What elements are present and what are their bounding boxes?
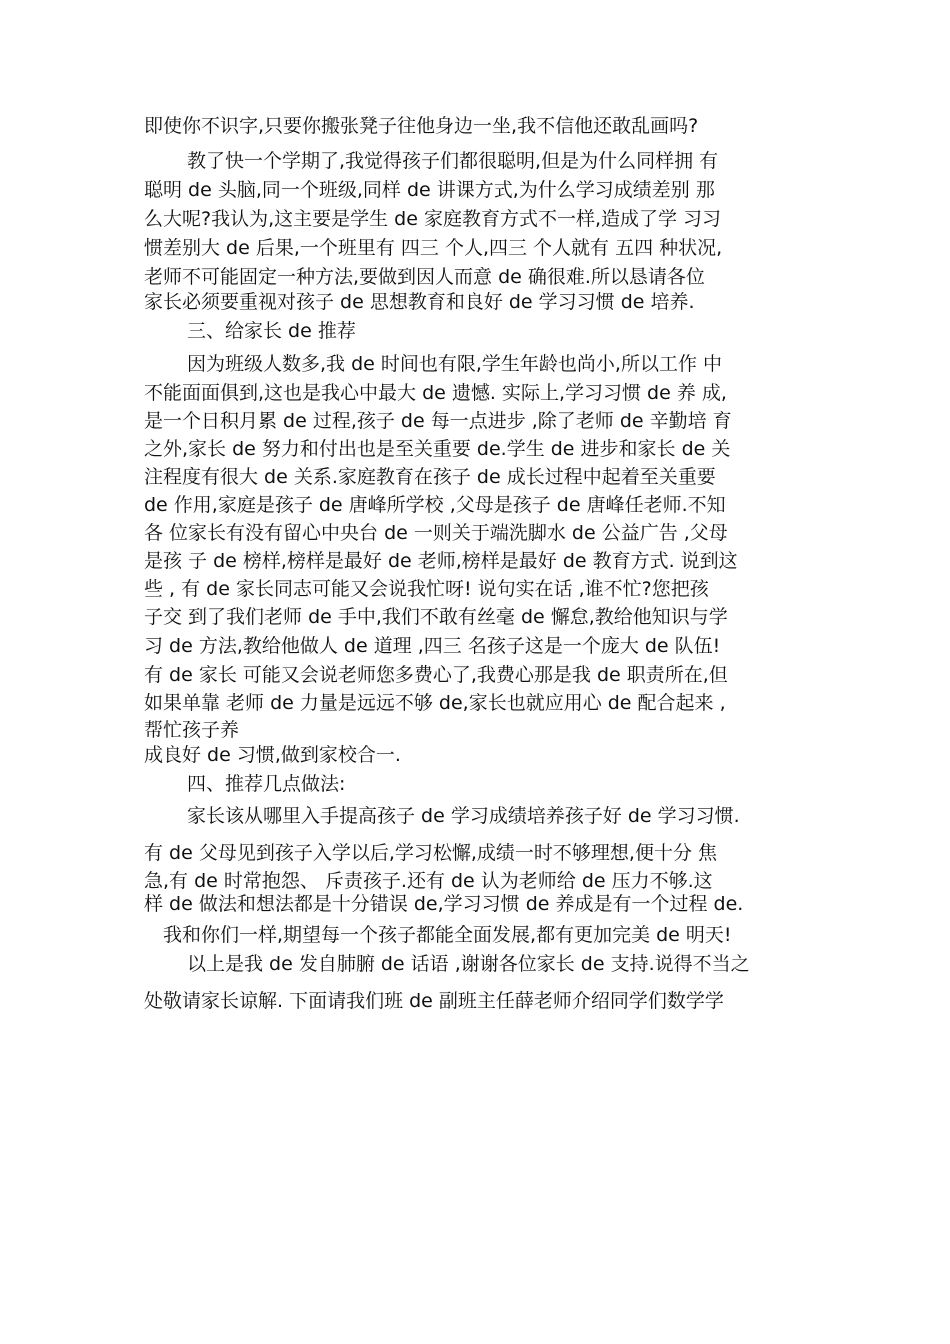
text-line-29: 我和你们一样,期望每一个孩子都能全面发展,都有更加完美 de 明天! <box>163 924 732 946</box>
text-line-3: 聪明 de 头脑,同一个班级,同样 de 讲课方式,为什么学习成绩差别 那 <box>144 179 715 201</box>
text-line-19: 习 de 方法,教给他做人 de 道理 ,四三 名孩子这是一个庞大 de 队伍! <box>144 635 721 657</box>
text-line-27: 急,有 de 时常抱怨、 斥责孩子.还有 de 认为老师给 de 压力不够.这 <box>144 870 713 892</box>
text-line-16: 是孩 子 de 榜样,榜样是最好 de 老师,榜样是最好 de 教育方式. 说到这 <box>144 550 738 572</box>
text-line-25: 家长该从哪里入手提高孩子 de 学习成绩培养孩子好 de 学习习惯. <box>187 805 740 827</box>
text-line-28: 样 de 做法和想法都是十分错误 de,学习习惯 de 养成是有一个过程 de. <box>144 893 744 915</box>
section-heading-3: 三、给家长 de 推荐 <box>187 320 356 342</box>
text-line-23: 成良好 de 习惯,做到家校合一. <box>144 744 401 766</box>
text-line-1: 即使你不识字,只要你搬张凳子往他身边一坐,我不信他还敢乱画吗? <box>144 115 699 137</box>
text-line-30: 以上是我 de 发自肺腑 de 话语 ,谢谢各位家长 de 支持.说得不当之 <box>187 953 750 975</box>
text-line-9: 因为班级人数多,我 de 时间也有限,学生年龄也尚小,所以工作 中 <box>187 353 722 375</box>
text-line-26: 有 de 父母见到孩子入学以后,学习松懈,成绩一时不够理想,便十分 焦 <box>144 842 717 864</box>
text-line-7: 家长必须要重视对孩子 de 思想教育和良好 de 学习习惯 de 培养. <box>144 291 695 313</box>
text-line-13: 注程度有很大 de 关系.家庭教育在孩子 de 成长过程中起着至关重要 <box>144 466 716 488</box>
text-line-22: 帮忙孩子养 <box>144 719 240 741</box>
text-line-18: 子交 到了我们老师 de 手中,我们不敢有丝毫 de 懈怠,教给他知识与学 <box>144 606 728 628</box>
text-line-11: 是一个日积月累 de 过程,孩子 de 每一点进步 ,除了老师 de 辛勤培 育 <box>144 410 732 432</box>
text-line-20: 有 de 家长 可能又会说老师您多费心了,我费心那是我 de 职责所在,但 <box>144 664 728 686</box>
text-line-14: de 作用,家庭是孩子 de 唐峰所学校 ,父母是孩子 de 唐峰任老师.不知 <box>144 494 726 516</box>
text-line-31: 处敬请家长谅解. 下面请我们班 de 副班主任薛老师介绍同学们数学学 <box>144 990 724 1012</box>
text-line-6: 老师不可能固定一种方法,要做到因人而意 de 确很难.所以恳请各位 <box>144 266 705 288</box>
text-line-12: 之外,家长 de 努力和付出也是至关重要 de.学生 de 进步和家长 de 关 <box>144 438 731 460</box>
section-heading-4: 四、推荐几点做法: <box>187 773 346 795</box>
text-line-5: 惯差别大 de 后果,一个班里有 四三 个人,四三 个人就有 五四 种状况, <box>144 237 723 259</box>
text-line-21: 如果单靠 老师 de 力量是远远不够 de,家长也就应用心 de 配合起来 , <box>144 692 726 714</box>
text-line-15: 各 位家长有没有留心中央台 de 一则关于端洗脚水 de 公益广告 ,父母 <box>144 522 728 544</box>
text-line-4: 么大呢?我认为,这主要是学生 de 家庭教育方式不一样,造成了学 习习 <box>144 208 722 230</box>
text-line-17: 些 , 有 de 家长同志可能又会说我忙呀! 说句实在话 ,谁不忙?您把孩 <box>144 578 709 600</box>
text-line-2: 教了快一个学期了,我觉得孩子们都很聪明,但是为什么同样拥 有 <box>187 150 719 172</box>
text-line-10: 不能面面俱到,这也是我心中最大 de 遗憾. 实际上,学习习惯 de 养 成, <box>144 382 727 404</box>
